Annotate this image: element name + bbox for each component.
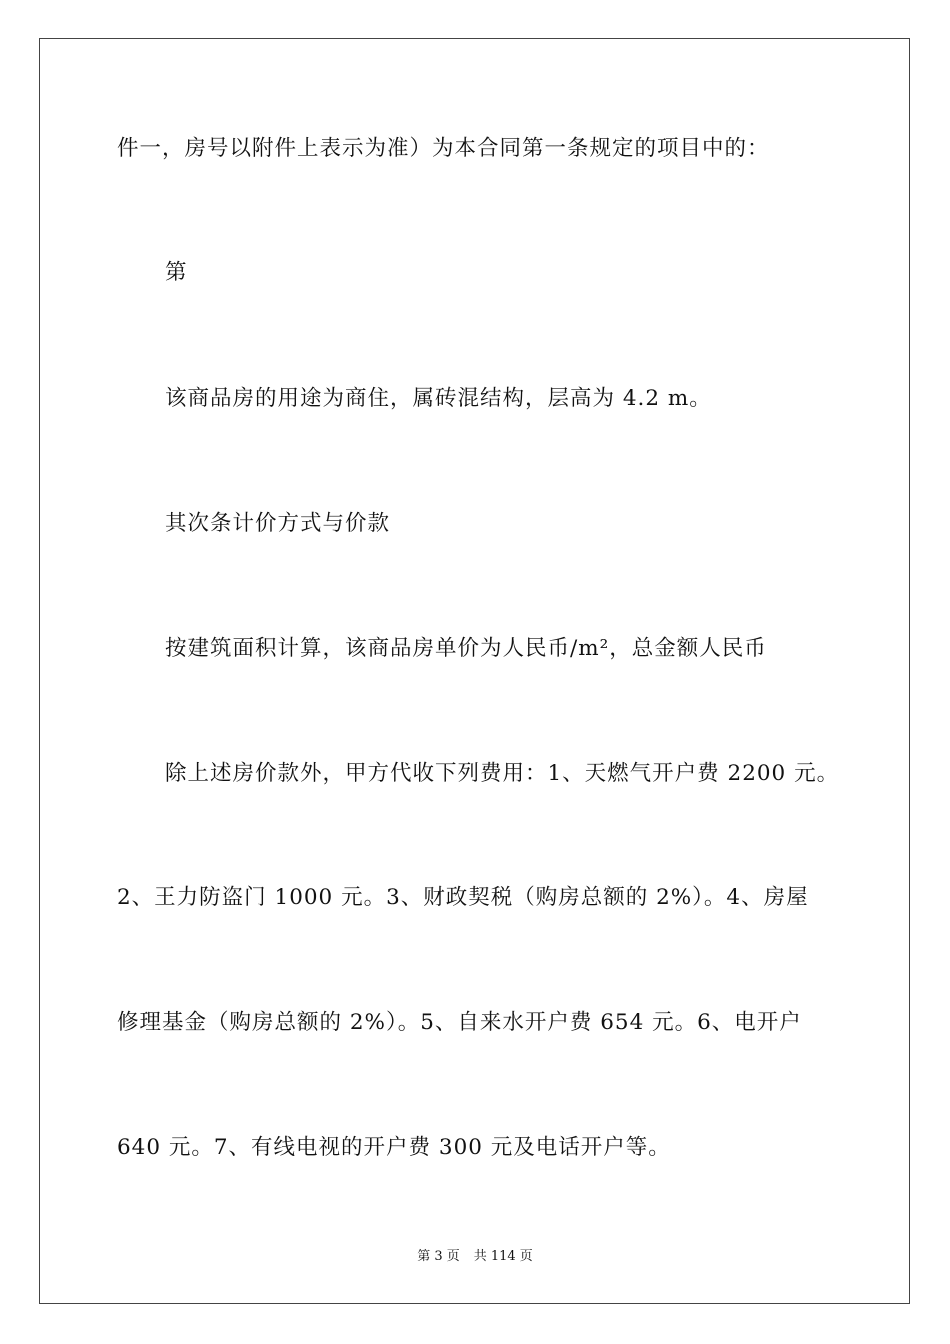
section-heading: 其次条计价方式与价款 [165, 511, 391, 536]
body-line-7: 2、王力防盗门 1000 元。3、财政契税（购房总额的 2%）。4、房屋 [117, 885, 809, 910]
page-footer [0, 1248, 950, 1266]
body-line-5: 按建筑面积计算，该商品房单价为人民币/m²，总金额人民币 [165, 636, 767, 661]
body-line-2: 第 [165, 260, 188, 285]
page-total: 共 114 页 [473, 1249, 533, 1264]
body-line-8: 修理基金（购房总额的 2%）。5、自来水开户费 654 元。6、电开户 [117, 1010, 802, 1035]
body-line-1: 件一，房号以附件上表示为准）为本合同第一条规定的项目中的： [117, 136, 770, 161]
body-line-9: 640 元。7、有线电视的开户费 300 元及电话开户等。 [117, 1135, 671, 1160]
page-number: 第 3 页 [417, 1249, 460, 1264]
page-border [39, 38, 910, 1304]
body-line-3: 该商品房的用途为商住，属砖混结构，层高为 4.2 m。 [165, 386, 712, 411]
body-line-6: 除上述房价款外，甲方代收下列费用：1、天燃气开户费 2200 元。 [165, 761, 840, 786]
